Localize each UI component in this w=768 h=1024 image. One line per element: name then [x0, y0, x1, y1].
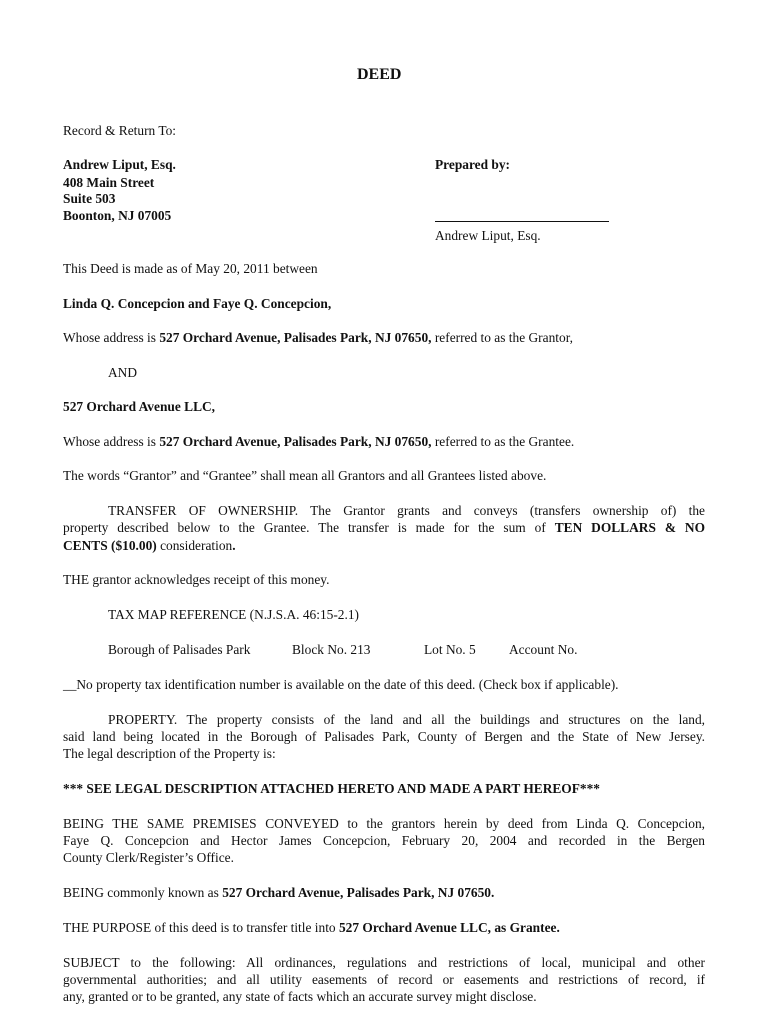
commonly-known-address: 527 Orchard Avenue, Palisades Park, NJ 07650.: [222, 885, 495, 900]
return-to-street: 408 Main Street: [63, 175, 155, 190]
grantee-address-line: Whose address is 527 Orchard Avenue, Palisades Park, NJ 07650, referred to as the Grantee.: [63, 434, 575, 449]
purpose-line: THE PURPOSE of this deed is to transfer title into 527 Orchard Avenue LLC, as Grantee.: [63, 920, 560, 935]
and-word: AND: [108, 365, 138, 380]
words-definition: The words “Grantor” and “Grantee” shall mean all Grantors and all Grantees listed above.: [63, 468, 547, 483]
consideration-amount: TEN DOLLARS & NO: [554, 520, 705, 535]
transfer-line-3: CENTS ($10.00) consideration.: [63, 538, 236, 553]
being-same-line-2: Faye Q. Concepcion and Hector James Concepcion, February 20, 2004 and recorded in the Bergen: [63, 833, 705, 848]
legal-description-notice: *** SEE LEGAL DESCRIPTION ATTACHED HERETO AND MADE A PART HEREOF***: [63, 781, 600, 796]
property-line-2: said land being located in the Borough of Palisades Park, County of Bergen and the State of New Jersey.: [63, 729, 705, 744]
grantee-name: 527 Orchard Avenue LLC,: [63, 399, 216, 414]
tax-map-borough: Borough of Palisades Park: [108, 642, 251, 657]
grantor-address: 527 Orchard Avenue, Palisades Park, NJ 07650,: [159, 330, 432, 345]
purpose-grantee: 527 Orchard Avenue LLC, as Grantee.: [338, 920, 560, 935]
grantor-address-line: Whose address is 527 Orchard Avenue, Palisades Park, NJ 07650, referred to as the Grantor,: [63, 330, 573, 345]
no-tax-id-line: __No property tax identification number is available on the date of this deed. (Check box if applicable).: [63, 677, 619, 692]
prepared-by-signer: Andrew Liput, Esq.: [435, 228, 541, 243]
return-to-suite: Suite 503: [63, 191, 116, 206]
grantor-name: Linda Q. Concepcion and Faye Q. Concepcion,: [63, 296, 332, 311]
signature-line: [435, 221, 609, 222]
property-line-3: The legal description of the Property is:: [63, 746, 276, 761]
transfer-line-1: TRANSFER OF OWNERSHIP. The Grantor grants and conveys (transfers ownership of) the: [108, 503, 705, 518]
receipt-acknowledgement: THE grantor acknowledges receipt of this money.: [63, 572, 330, 587]
record-return-label: Record & Return To:: [63, 123, 176, 138]
subject-line-2: governmental authorities; and all utility easements of record or easements and restrictions of record, if: [63, 972, 705, 987]
subject-line-3: any, granted or to be granted, any state of facts which an accurate survey might disclose.: [63, 989, 537, 1004]
being-same-line-1: BEING THE SAME PREMISES CONVEYED to the grantors herein by deed from Linda Q. Concepcion,: [63, 816, 705, 831]
tax-map-heading: TAX MAP REFERENCE (N.J.S.A. 46:15-2.1): [108, 607, 360, 622]
grantee-address: 527 Orchard Avenue, Palisades Park, NJ 07650,: [159, 434, 432, 449]
return-to-name: Andrew Liput, Esq.: [63, 157, 176, 172]
tax-map-block: Block No. 213: [292, 642, 371, 657]
page-title: DEED: [357, 66, 402, 83]
commonly-known-line: BEING commonly known as 527 Orchard Avenue, Palisades Park, NJ 07650.: [63, 885, 495, 900]
subject-line-1: SUBJECT to the following: All ordinances, regulations and restrictions of local, municipal and other: [63, 955, 705, 970]
deed-intro: This Deed is made as of May 20, 2011 between: [63, 261, 318, 276]
return-to-city: Boonton, NJ 07005: [63, 208, 172, 223]
property-line-1: PROPERTY. The property consists of the land and all the buildings and structures on the land,: [108, 712, 705, 727]
being-same-line-3: County Clerk/Register’s Office.: [63, 850, 234, 865]
tax-map-account: Account No.: [509, 642, 578, 657]
tax-map-lot: Lot No. 5: [424, 642, 476, 657]
prepared-by-label: Prepared by:: [435, 157, 511, 172]
transfer-line-2: property described below to the Grantee. The transfer is made for the sum of TEN DOLLARS & NO: [63, 520, 705, 535]
